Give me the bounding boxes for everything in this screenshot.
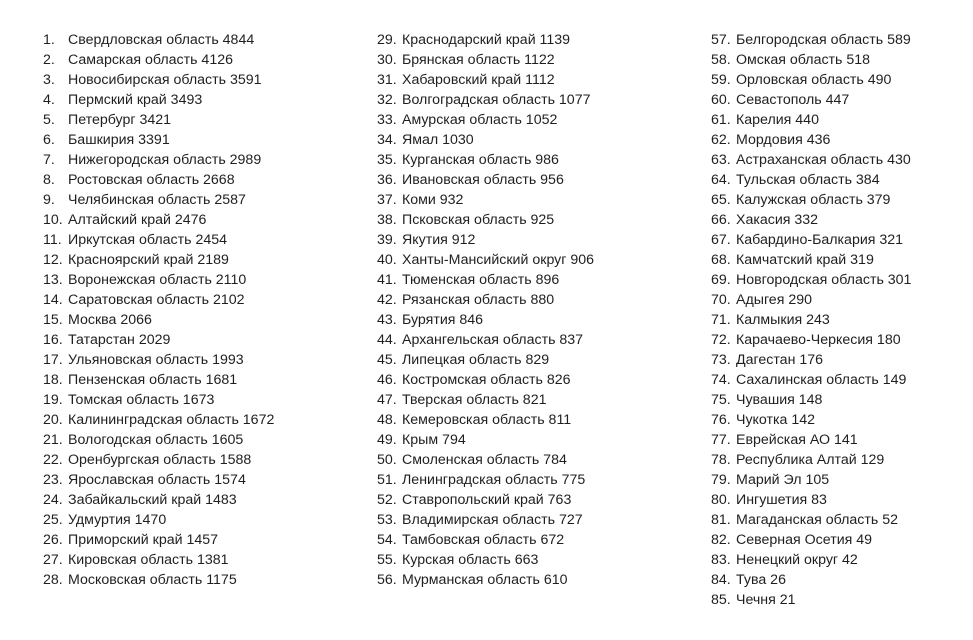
item-region-count: Ивановская область 956	[402, 172, 564, 188]
list-item	[377, 210, 594, 230]
list-item	[43, 70, 274, 90]
item-region-count: Карелия 440	[736, 112, 819, 128]
list-item	[711, 210, 911, 230]
item-rank: 42.	[377, 292, 397, 308]
item-region-count: Ингушетия 83	[736, 492, 827, 508]
list-item	[711, 270, 911, 290]
item-rank: 65.	[711, 192, 731, 208]
item-rank: 67.	[711, 232, 731, 248]
item-region-count: Астраханская область 430	[736, 152, 911, 168]
list-item	[711, 50, 911, 70]
item-region-count: Татарстан 2029	[68, 332, 171, 348]
list-item	[711, 430, 911, 450]
item-rank: 4.	[43, 92, 55, 108]
list-column-1	[43, 30, 274, 590]
item-rank: 62.	[711, 132, 731, 148]
item-rank: 57.	[711, 32, 731, 48]
item-rank: 35.	[377, 152, 397, 168]
list-item	[43, 150, 274, 170]
item-region-count: Псковская область 925	[402, 212, 555, 228]
list-item	[711, 510, 911, 530]
item-rank: 40.	[377, 252, 397, 268]
item-rank: 81.	[711, 512, 731, 528]
list-item	[43, 170, 274, 190]
item-region-count: Ленинградская область 775	[402, 472, 586, 488]
list-item	[711, 550, 911, 570]
item-rank: 2.	[43, 52, 55, 68]
item-rank: 36.	[377, 172, 397, 188]
list-item	[711, 450, 911, 470]
item-region-count: Калининградская область 1672	[68, 412, 275, 428]
list-item	[43, 430, 274, 450]
item-region-count: Калужская область 379	[736, 192, 891, 208]
item-region-count: Ростовская область 2668	[68, 172, 235, 188]
item-rank: 54.	[377, 532, 397, 548]
item-region-count: Магаданская область 52	[736, 512, 899, 528]
item-region-count: Северная Осетия 49	[736, 532, 873, 548]
item-region-count: Якутия 912	[402, 232, 476, 248]
item-region-count: Хакасия 332	[736, 212, 819, 228]
list-item	[377, 330, 594, 350]
item-region-count: Смоленская область 784	[402, 452, 567, 468]
item-region-count: Чукотка 142	[736, 412, 816, 428]
item-rank: 13.	[43, 272, 63, 288]
item-region-count: Кемеровская область 811	[402, 412, 572, 428]
list-item	[377, 570, 594, 590]
item-rank: 76.	[711, 412, 731, 428]
item-rank: 12.	[43, 252, 63, 268]
item-rank: 28.	[43, 572, 63, 588]
list-item	[377, 410, 594, 430]
item-rank: 31.	[377, 72, 397, 88]
list-item	[377, 70, 594, 90]
item-region-count: Мурманская область 610	[402, 572, 568, 588]
item-region-count: Петербург 3421	[68, 112, 172, 128]
item-rank: 52.	[377, 492, 397, 508]
list-item	[377, 270, 594, 290]
list-item	[377, 30, 594, 50]
item-rank: 44.	[377, 332, 397, 348]
item-region-count: Воронежская область 2110	[68, 272, 247, 288]
item-rank: 17.	[43, 352, 63, 368]
item-region-count: Ульяновская область 1993	[68, 352, 244, 368]
item-rank: 84.	[711, 572, 731, 588]
item-rank: 49.	[377, 432, 397, 448]
list-item	[711, 190, 911, 210]
item-rank: 37.	[377, 192, 397, 208]
list-item	[711, 330, 911, 350]
list-item	[377, 510, 594, 530]
item-rank: 5.	[43, 112, 55, 128]
item-region-count: Оренбургская область 1588	[68, 452, 252, 468]
list-item	[377, 430, 594, 450]
item-rank: 69.	[711, 272, 731, 288]
item-rank: 3.	[43, 72, 55, 88]
item-region-count: Алтайский край 2476	[68, 212, 207, 228]
item-rank: 21.	[43, 432, 63, 448]
item-region-count: Камчатский край 319	[736, 252, 874, 268]
item-region-count: Новгородская область 301	[736, 272, 912, 288]
list-item	[377, 250, 594, 270]
item-region-count: Ненецкий округ 42	[736, 552, 858, 568]
item-region-count: Сахалинская область 149	[736, 372, 907, 388]
item-region-count: Архангельская область 837	[402, 332, 584, 348]
item-region-count: Республика Алтай 129	[736, 452, 885, 468]
item-region-count: Адыгея 290	[736, 292, 812, 308]
list-item	[43, 210, 274, 230]
item-rank: 9.	[43, 192, 55, 208]
list-column-2	[377, 30, 594, 590]
item-rank: 25.	[43, 512, 63, 528]
item-rank: 74.	[711, 372, 731, 388]
list-item	[43, 470, 274, 490]
item-region-count: Тюменская область 896	[402, 272, 560, 288]
item-rank: 59.	[711, 72, 731, 88]
item-region-count: Коми 932	[402, 192, 464, 208]
list-item	[377, 310, 594, 330]
item-rank: 64.	[711, 172, 731, 188]
list-item	[711, 90, 911, 110]
list-item	[377, 90, 594, 110]
item-region-count: Краснодарский край 1139	[402, 32, 571, 48]
item-region-count: Новосибирская область 3591	[68, 72, 262, 88]
list-item	[43, 310, 274, 330]
item-rank: 79.	[711, 472, 731, 488]
list-item	[377, 230, 594, 250]
list-item	[711, 370, 911, 390]
list-item	[43, 250, 274, 270]
item-rank: 16.	[43, 332, 63, 348]
list-item	[43, 510, 274, 530]
item-rank: 82.	[711, 532, 731, 548]
list-item	[377, 130, 594, 150]
item-rank: 73.	[711, 352, 731, 368]
list-item	[377, 550, 594, 570]
item-rank: 30.	[377, 52, 397, 68]
item-rank: 66.	[711, 212, 731, 228]
list-item	[711, 150, 911, 170]
item-region-count: Московская область 1175	[68, 572, 237, 588]
item-region-count: Нижегородская область 2989	[68, 152, 262, 168]
item-region-count: Карачаево-Черкесия 180	[736, 332, 901, 348]
item-rank: 68.	[711, 252, 731, 268]
item-region-count: Марий Эл 105	[736, 472, 830, 488]
item-region-count: Крым 794	[402, 432, 466, 448]
item-rank: 7.	[43, 152, 55, 168]
item-region-count: Свердловская область 4844	[68, 32, 255, 48]
list-item	[711, 350, 911, 370]
list-item	[377, 110, 594, 130]
item-region-count: Рязанская область 880	[402, 292, 555, 308]
list-item	[711, 230, 911, 250]
list-item	[43, 230, 274, 250]
item-rank: 75.	[711, 392, 731, 408]
item-rank: 8.	[43, 172, 55, 188]
item-region-count: Владимирская область 727	[402, 512, 583, 528]
item-rank: 34.	[377, 132, 397, 148]
item-rank: 32.	[377, 92, 397, 108]
list-item	[711, 250, 911, 270]
item-region-count: Костромская область 826	[402, 372, 571, 388]
item-region-count: Иркутская область 2454	[68, 232, 228, 248]
list-item	[377, 150, 594, 170]
item-rank: 43.	[377, 312, 397, 328]
list-item	[711, 130, 911, 150]
item-region-count: Чечня 21	[736, 592, 796, 608]
item-rank: 77.	[711, 432, 731, 448]
list-item	[43, 90, 274, 110]
item-region-count: Самарская область 4126	[68, 52, 233, 68]
item-region-count: Вологодская область 1605	[68, 432, 244, 448]
item-rank: 18.	[43, 372, 63, 388]
item-region-count: Тульская область 384	[736, 172, 880, 188]
item-region-count: Орловская область 490	[736, 72, 892, 88]
item-rank: 50.	[377, 452, 397, 468]
item-region-count: Башкирия 3391	[68, 132, 170, 148]
item-region-count: Липецкая область 829	[402, 352, 550, 368]
list-item	[43, 190, 274, 210]
list-item	[377, 470, 594, 490]
item-rank: 78.	[711, 452, 731, 468]
item-rank: 26.	[43, 532, 63, 548]
list-item	[43, 110, 274, 130]
item-region-count: Курская область 663	[402, 552, 539, 568]
list-item	[377, 370, 594, 390]
list-item	[377, 190, 594, 210]
item-region-count: Волгоградская область 1077	[402, 92, 591, 108]
item-region-count: Забайкальский край 1483	[68, 492, 237, 508]
list-item	[377, 50, 594, 70]
item-rank: 47.	[377, 392, 397, 408]
list-item	[43, 370, 274, 390]
item-rank: 1.	[43, 32, 55, 48]
list-item	[43, 570, 274, 590]
item-rank: 83.	[711, 552, 731, 568]
item-rank: 61.	[711, 112, 731, 128]
item-rank: 72.	[711, 332, 731, 348]
list-item	[377, 350, 594, 370]
list-item	[43, 450, 274, 470]
list-item	[43, 30, 274, 50]
item-region-count: Пермский край 3493	[68, 92, 203, 108]
item-region-count: Курганская область 986	[402, 152, 559, 168]
item-region-count: Тува 26	[736, 572, 786, 588]
list-item	[711, 570, 911, 590]
list-item	[711, 290, 911, 310]
list-item	[43, 390, 274, 410]
item-rank: 53.	[377, 512, 397, 528]
item-region-count: Хабаровский край 1112	[402, 72, 555, 88]
item-rank: 56.	[377, 572, 397, 588]
item-region-count: Удмуртия 1470	[68, 512, 167, 528]
list-item	[43, 410, 274, 430]
item-region-count: Кабардино-Балкария 321	[736, 232, 904, 248]
item-rank: 45.	[377, 352, 397, 368]
item-rank: 51.	[377, 472, 397, 488]
list-item	[43, 290, 274, 310]
item-rank: 20.	[43, 412, 63, 428]
item-region-count: Брянская область 1122	[402, 52, 555, 68]
item-rank: 85.	[711, 592, 731, 608]
list-item	[43, 550, 274, 570]
list-item	[377, 450, 594, 470]
list-item	[711, 470, 911, 490]
list-item	[43, 330, 274, 350]
item-region-count: Челябинская область 2587	[68, 192, 246, 208]
item-region-count: Еврейская АО 141	[736, 432, 858, 448]
list-item	[43, 490, 274, 510]
item-rank: 60.	[711, 92, 731, 108]
item-region-count: Пензенская область 1681	[68, 372, 238, 388]
list-item	[711, 310, 911, 330]
item-rank: 71.	[711, 312, 731, 328]
item-region-count: Дагестан 176	[736, 352, 824, 368]
list-item	[711, 110, 911, 130]
item-region-count: Ставропольский край 763	[402, 492, 572, 508]
item-rank: 24.	[43, 492, 63, 508]
list-column-3	[711, 30, 911, 610]
item-region-count: Амурская область 1052	[402, 112, 558, 128]
item-rank: 58.	[711, 52, 731, 68]
list-item	[43, 50, 274, 70]
item-region-count: Калмыкия 243	[736, 312, 830, 328]
list-item	[43, 530, 274, 550]
list-item	[711, 530, 911, 550]
item-region-count: Саратовская область 2102	[68, 292, 245, 308]
item-region-count: Чувашия 148	[736, 392, 823, 408]
item-region-count: Кировская область 1381	[68, 552, 229, 568]
item-rank: 46.	[377, 372, 397, 388]
item-region-count: Севастополь 447	[736, 92, 850, 108]
item-region-count: Ярославская область 1574	[68, 472, 246, 488]
item-region-count: Ямал 1030	[402, 132, 474, 148]
item-rank: 19.	[43, 392, 63, 408]
item-region-count: Томская область 1673	[68, 392, 215, 408]
item-region-count: Ханты-Мансийский округ 906	[402, 252, 595, 268]
list-item	[711, 170, 911, 190]
item-region-count: Бурятия 846	[402, 312, 484, 328]
item-rank: 6.	[43, 132, 55, 148]
item-rank: 15.	[43, 312, 63, 328]
item-rank: 14.	[43, 292, 63, 308]
item-rank: 80.	[711, 492, 731, 508]
list-item	[377, 530, 594, 550]
list-item	[711, 590, 911, 610]
item-region-count: Приморский край 1457	[68, 532, 219, 548]
item-rank: 10.	[43, 212, 63, 228]
list-item	[711, 490, 911, 510]
item-rank: 41.	[377, 272, 397, 288]
list-item	[377, 490, 594, 510]
list-item	[377, 170, 594, 190]
item-region-count: Красноярский край 2189	[68, 252, 229, 268]
list-item	[711, 30, 911, 50]
list-item	[711, 70, 911, 90]
item-rank: 29.	[377, 32, 397, 48]
list-item	[377, 290, 594, 310]
list-item	[711, 390, 911, 410]
item-rank: 38.	[377, 212, 397, 228]
item-rank: 23.	[43, 472, 63, 488]
item-rank: 27.	[43, 552, 63, 568]
item-region-count: Москва 2066	[68, 312, 152, 328]
item-region-count: Мордовия 436	[736, 132, 831, 148]
item-rank: 63.	[711, 152, 731, 168]
list-item	[43, 350, 274, 370]
item-rank: 22.	[43, 452, 63, 468]
item-region-count: Тверская область 821	[402, 392, 547, 408]
item-rank: 48.	[377, 412, 397, 428]
item-rank: 39.	[377, 232, 397, 248]
item-region-count: Белгородская область 589	[736, 32, 911, 48]
item-rank: 70.	[711, 292, 731, 308]
item-region-count: Тамбовская область 672	[402, 532, 565, 548]
item-rank: 55.	[377, 552, 397, 568]
item-rank: 33.	[377, 112, 397, 128]
list-item	[711, 410, 911, 430]
list-item	[43, 270, 274, 290]
item-region-count: Омская область 518	[736, 52, 871, 68]
item-rank: 11.	[43, 232, 62, 248]
list-item	[377, 390, 594, 410]
list-item	[43, 130, 274, 150]
